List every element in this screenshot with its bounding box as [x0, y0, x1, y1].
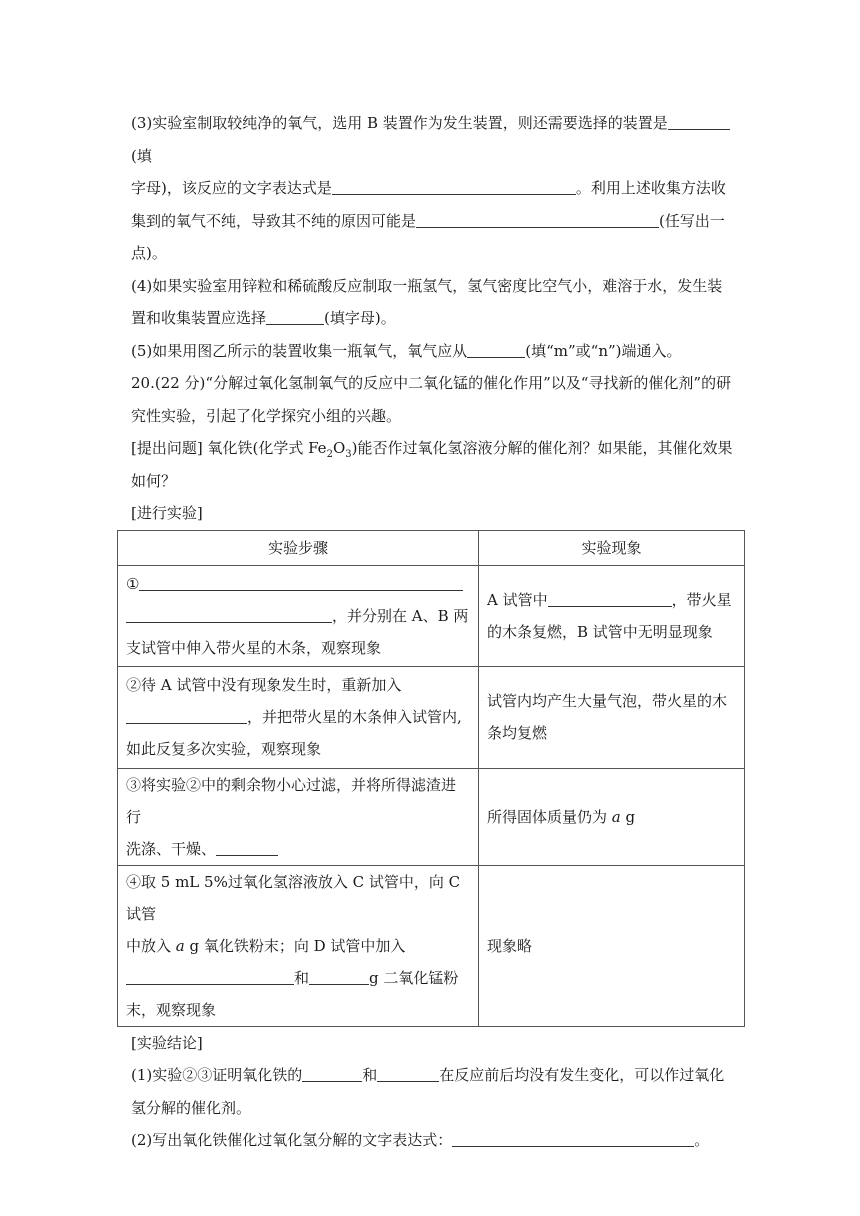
q4-line1: (4)如果实验室用锌粒和稀硫酸反应制取一瓶氢气，氢气密度比空气小，难溶于水，发生装: [131, 276, 723, 295]
answer-blank: [668, 113, 730, 130]
q20-line1: 20.(22 分)“分解过氧化氢制氧气的反应中二氧化锰的催化作用”以及“寻找新的催化剂”的研: [131, 374, 732, 392]
answer-blank: [302, 1065, 362, 1082]
conclusion-line1: (1)实验②③证明氧化铁的 和 在反应前后均没有发生变化，可以作过氧化: [131, 1066, 725, 1084]
table-row: [118, 865, 745, 1026]
header-observations: 实验现象: [479, 530, 745, 565]
experiment-table: [117, 530, 745, 1027]
conclusion-line2: 氢分解的催化剂。: [131, 1098, 252, 1117]
q5-line: (5)如果用图乙所示的装置收集一瓶氧气，氧气应从 (填“m”或“n”)端通入。: [131, 341, 682, 360]
q4-line2: 置和收集装置应选择 (填字母)。: [131, 309, 396, 327]
answer-blank: [126, 606, 332, 623]
observation-cell: 现象略: [479, 865, 745, 1026]
answer-blank: [216, 839, 278, 856]
content-body: [126, 107, 743, 1157]
step-cell: ④取 5 mL 5%过氧化氢溶液放入 C 试管中，向 C 试管 中放入 a g 氧化铁粉末；向 D 试管中加入 和 g 二氧化锰粉 末，观察现象: [118, 865, 479, 1026]
answer-blank: [416, 211, 659, 228]
q3-line3: 集到的氧气不纯，导致其不纯的原因可能是 (任写出一: [131, 211, 725, 230]
answer-blank: [332, 178, 576, 195]
table-header-row: [118, 530, 745, 565]
conclusion-line3: (2)写出氧化铁催化过氧化氢分解的文字表达式： 。: [131, 1131, 710, 1149]
q3-line1: (3)实验室制取较纯净的氧气，选用 B 装置作为发生装置，则还需要选择的装置是(填: [131, 107, 743, 172]
answer-blank: [467, 341, 525, 358]
answer-blank: [266, 308, 324, 325]
table-row: [118, 666, 745, 768]
table-row: [118, 565, 745, 666]
observation-cell: 所得固体质量仍为 a g: [479, 768, 745, 865]
q3-line4: 点)。: [131, 244, 167, 262]
question-line2: 如何？: [131, 471, 177, 490]
step-cell: ③将实验②中的剩余物小心过滤，并将所得滤渣进行 洗涤、干燥、: [118, 768, 479, 865]
answer-blank: [452, 1130, 694, 1147]
conclusion-heading: [实验结论]: [131, 1033, 203, 1052]
answer-blank: [126, 707, 247, 724]
observation-cell: 试管内均产生大量气泡，带火星的木 条均复燃: [479, 666, 745, 768]
step-cell: ① ，并分别在 A、B 两 支试管中伸入带火星的木条，观察现象: [118, 565, 479, 666]
answer-blank: [126, 968, 294, 985]
q20-line2: 究性实验，引起了化学探究小组的兴趣。: [131, 406, 402, 425]
answer-blank: [139, 574, 463, 591]
q3-line2: 字母)，该反应的文字表达式是 。利用上述收集方法收: [131, 179, 726, 197]
experiment-heading: [进行实验]: [131, 504, 203, 522]
header-steps: 实验步骤: [118, 530, 479, 565]
answer-blank: [309, 968, 369, 985]
step-cell: ②待 A 试管中没有现象发生时，重新加入 ，并把带火星的木条伸入试管内, 如此反复多次实验，观察现象: [118, 666, 479, 768]
table-row: [118, 768, 745, 865]
observation-cell: A 试管中 ，带火星 的木条复燃，B 试管中无明显现象: [479, 565, 745, 666]
question-line1: [提出问题] 氧化铁(化学式 $Fe_2O_3$)能否作过氧化氢溶液分解的催化剂？如果能，其催化效果: [131, 439, 733, 460]
answer-blank: [377, 1065, 439, 1082]
answer-blank: [548, 590, 672, 607]
